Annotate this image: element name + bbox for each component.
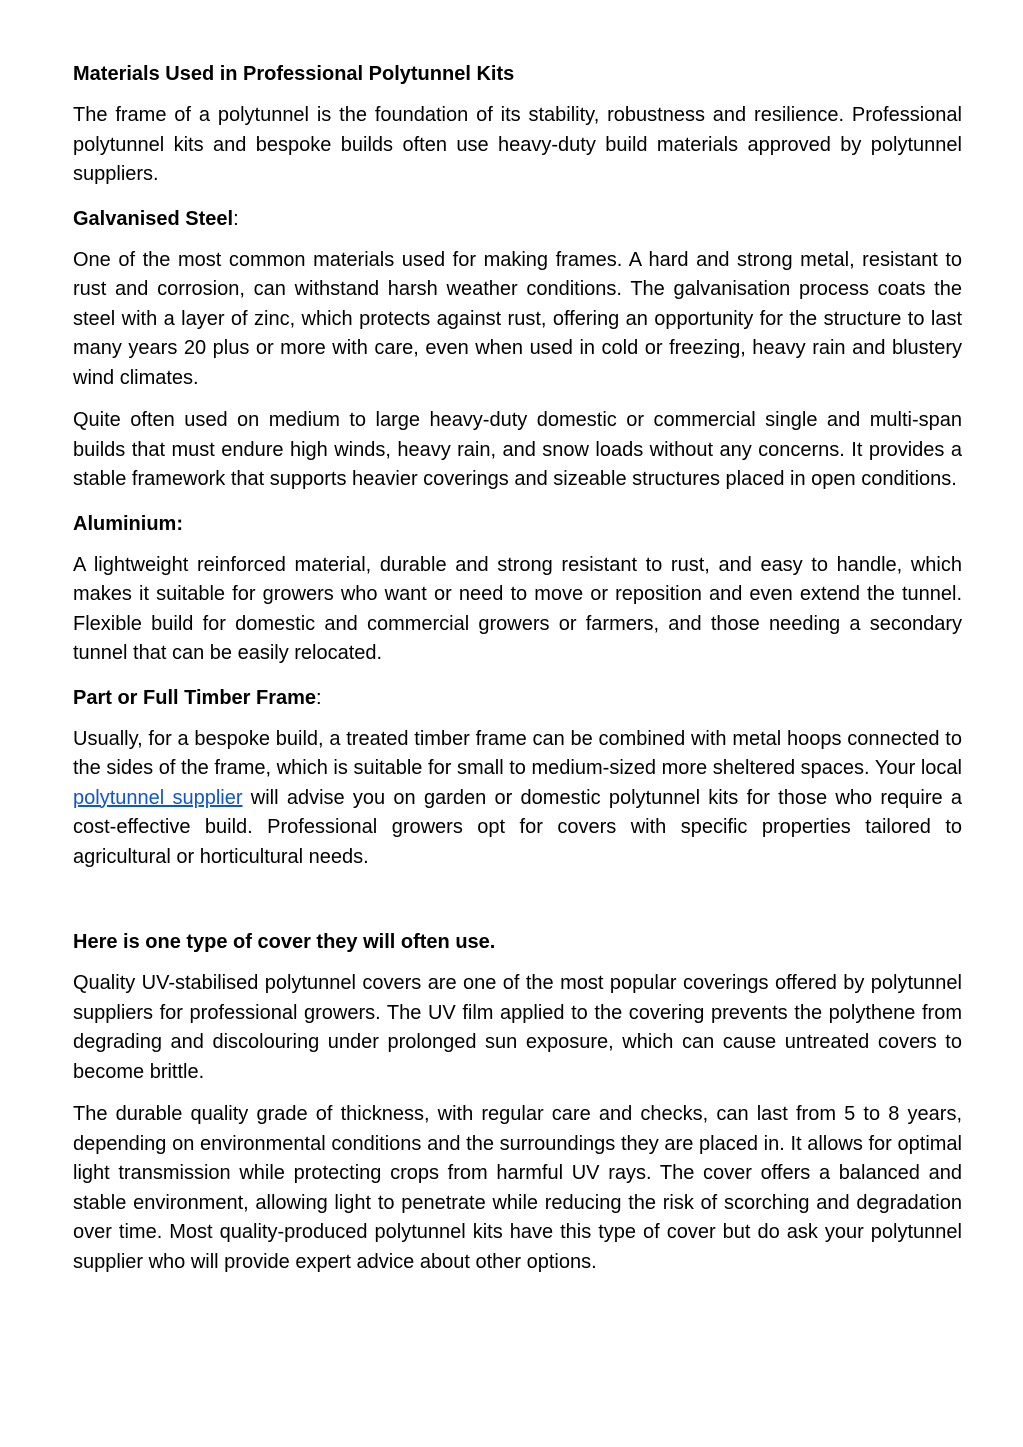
- intro-paragraph: The frame of a polytunnel is the foundation of its stability, robustness and resilience. Professional polytunnel kits and bespoke builds often use heavy-duty build materials approved by polytunnel suppliers.: [73, 104, 962, 185]
- timber-frame-text-after-link: will advise you on garden or domestic polytunnel kits for those who require a cost-effective build. Professional growers opt for covers with specific properties tailored to agricultural or horticultural needs.: [73, 786, 962, 868]
- galvanised-steel-heading-colon: :: [233, 207, 239, 230]
- polytunnel-supplier-link[interactable]: polytunnel supplier: [73, 786, 243, 809]
- document-page: [73, 58, 962, 1290]
- timber-frame-text-before-link: Usually, for a bespoke build, a treated timber frame can be combined with metal hoops connected to the sides of the frame, which is suitable for small to medium-sized more sheltered spaces. Your local: [73, 727, 962, 779]
- document-title: Materials Used in Professional Polytunnel Kits: [73, 63, 515, 85]
- aluminium-heading: Aluminium:: [73, 512, 183, 535]
- timber-frame-heading-colon: :: [316, 686, 322, 709]
- section-spacer: [73, 885, 962, 926]
- galvanised-steel-paragraph-2: Quite often used on medium to large heavy-duty domestic or commercial single and multi-span builds that must endure high winds, heavy rain, and snow loads without any concerns. It provides a stable framework that supports heavier coverings and sizeable structures placed in open conditions.: [73, 409, 962, 490]
- cover-paragraph-2: The durable quality grade of thickness, with regular care and checks, can last from 5 to 8 years, depending on environmental conditions and the surroundings they are placed in. It allows for optimal light transmission while protecting crops from harmful UV rays. The cover offers a balanced and stable environment, allowing light to penetrate while reducing the risk of scorching and degradation over time. Most quality-produced polytunnel kits have this type of cover but do ask your polytunnel supplier who will provide expert advice about other options.: [73, 1103, 962, 1273]
- aluminium-paragraph: A lightweight reinforced material, durable and strong resistant to rust, and easy to handle, which makes it suitable for growers who want or need to move or reposition and even extend the tunnel. Flexible build for domestic and commercial growers or farmers, and those needing a secondary tunnel that can be easily relocated.: [73, 553, 962, 664]
- galvanised-steel-paragraph-1: One of the most common materials used for making frames. A hard and strong metal, resistant to rust and corrosion, can withstand harsh weather conditions. The galvanisation process coats the steel with a layer of zinc, which protects against rust, offering an opportunity for the structure to last many years 20 plus or more with care, even when used in cold or freezing, heavy rain and blustery wind climates.: [73, 248, 962, 389]
- timber-frame-paragraph: [73, 725, 962, 873]
- galvanised-steel-heading: [73, 203, 962, 235]
- timber-frame-heading-text: Part or Full Timber Frame: [73, 686, 317, 709]
- timber-frame-heading: [73, 682, 962, 714]
- cover-paragraph-1: Quality UV-stabilised polytunnel covers are one of the most popular coverings offered by polytunnel suppliers for professional growers. The UV film applied to the covering prevents the polythene from degrading and discolouring under prolonged sun exposure, which can cause untreated covers to become brittle.: [73, 972, 962, 1083]
- cover-heading: Here is one type of cover they will often use.: [73, 931, 496, 953]
- galvanised-steel-heading-text: Galvanised Steel: [73, 207, 234, 230]
